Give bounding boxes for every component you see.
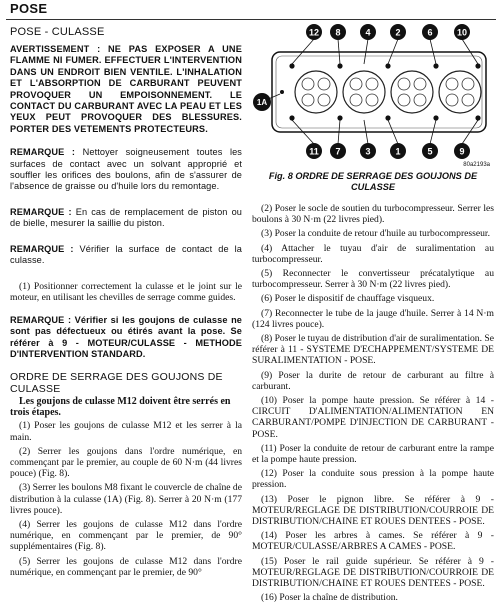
note-text: Vérifier si les goujons de culasse ne sont pas défectueux ou étirés avant la pose. Se référer à 9 - MOTEUR/CULASSE - METHODE D'INTERVENTION STANDARD. xyxy=(10,314,242,360)
install-step: (11) Poser la conduite de retour de carburant entre la rampe et la pompe haute pression. xyxy=(252,442,494,466)
install-step: (6) Poser le dispositif de chauffage visqueux. xyxy=(261,293,435,305)
install-step: (8) Poser le tuyau de distribution d'air de suralimentation. Se référer à 11 - SYSTEME D'ECHAPPEMENT/SYSTEME DE SURALIMENTATION - POSE. xyxy=(252,333,494,367)
torque-step: (5) Serrer les goujons de culasse M12 dans l'ordre numérique, en commençant par le premier, de 90° xyxy=(10,555,242,578)
callout-label: 12 xyxy=(308,27,320,38)
install-step: (5) Reconnecter le convertisseur précatalytique au turbocompresseur. Serrer à 30 N·m (22 livres pied). xyxy=(252,268,494,291)
callout-label: 11 xyxy=(309,146,319,157)
note-text: En cas de remplacement de piston ou de bielle, mesurer la saillie du piston. xyxy=(10,206,242,229)
torque-step: (1) Poser les goujons de culasse M12 et les serrer à la main. xyxy=(10,420,242,443)
torque-step: (3) Serrer les boulons M8 fixant le couvercle de chaîne de distribution à la culasse (1A) (Fig. 8). Serrer à 20 N·m (177 livres pouce). xyxy=(10,482,242,516)
torque-sequence-figure xyxy=(252,22,494,170)
callout-label: 6 xyxy=(427,27,433,38)
install-step: (16) Poser la chaîne de distribution. xyxy=(261,592,398,604)
install-step: (14) Poser les arbres à cames. Se référer à 9 - MOTEUR/CULASSE/ARBRES A CAMES - POSE. xyxy=(252,530,494,553)
warning-block: AVERTISSEMENT : NE PAS EXPOSER A UNE FLAMME NI FUMER. EFFECTUER L'INTERVENTION DANS UN ENDROIT BIEN VENTILE. L'INHALATION ET L'ABSORPTION DE CARBURANT PEUVENT PROVOQUER UN EMPOISONNEMENT. LE CONTACT DU CARBURANT AVEC LA PEAU ET LES YEUX PEUT PROVOQUER DES BLESSURES. PORTER DES VETEMENTS PROTECTEURS. xyxy=(10,44,242,134)
callouts-bottom xyxy=(306,143,470,159)
subsection-title: ORDRE DE SERRAGE DES GOUJONS DE CULASSE xyxy=(10,370,223,395)
note-label: REMARQUE : xyxy=(10,314,72,325)
install-step: (10) Poser la pompe haute pression. Se référer à 14 - CIRCUIT D'ALIMENTATION/ALIMENTATION EN CARBURANT/POMPE D'INJECTION DE CARBURANT - POSE. xyxy=(252,395,494,440)
note-label: REMARQUE : xyxy=(10,206,72,217)
callout-label-side: 1A xyxy=(256,98,268,107)
head-outline xyxy=(272,52,486,132)
install-step: (9) Poser la durite de retour de carburant au filtre à carburant. xyxy=(252,369,494,392)
install-step: (7) Reconnecter le tube de la jauge d'huile. Serrer à 14 N·m (124 livres pouce). xyxy=(252,307,494,330)
callout-label: 5 xyxy=(427,146,433,157)
cylinder-head-diagram xyxy=(252,22,494,170)
note-surface xyxy=(10,244,242,267)
figure-code: 80a2193a xyxy=(463,162,490,168)
note-text: Vérifier la surface de contact de la culasse. xyxy=(10,243,242,266)
note-text: Nettoyer soigneusement toutes les surfaces de contact avec un solvant approprié et souffler les orifices des boulons, afin de s'assurer de l'absence de graisse ou d'huile lors du remontage. xyxy=(10,147,242,192)
callout-label: 2 xyxy=(395,27,401,38)
note-piston xyxy=(10,207,242,230)
callout-label: 7 xyxy=(335,146,341,157)
section-title: POSE - CULASSE xyxy=(10,26,105,38)
note-label: REMARQUE : xyxy=(10,243,74,254)
callouts-top xyxy=(306,24,470,40)
install-step: (2) Poser le socle de soutien du turbocompresseur. Serrer les boulons à 30 N·m (22 livres pied). xyxy=(252,203,494,226)
install-step: (4) Attacher le tuyau d'air de suralimentation au turbocompresseur. xyxy=(252,242,494,265)
torque-step: (4) Serrer les goujons de culasse M12 dans l'ordre numérique, en commençant par le premier, de 90° supplémentaires (Fig. 8). xyxy=(10,518,242,553)
callout-label: 9 xyxy=(459,146,465,157)
header-divider xyxy=(6,19,496,20)
callout-label: 3 xyxy=(365,146,371,157)
note-cleaning xyxy=(10,147,242,193)
install-step: (12) Poser la conduite sous pression à la pompe haute pression. xyxy=(252,468,494,491)
left-column xyxy=(10,22,242,581)
page-title: POSE xyxy=(10,1,48,16)
callout-label: 8 xyxy=(335,27,341,38)
callout-label: 4 xyxy=(365,27,371,38)
torque-lead: Les goujons de culasse M12 doivent être serrés en trois étapes. xyxy=(10,395,231,418)
page-header xyxy=(0,0,500,16)
right-column xyxy=(252,22,494,607)
install-step: (13) Poser le pignon libre. Se référer à 9 - MOTEUR/REGLAGE DE DISTRIBUTION/COURROIE DE DISTRIBUTION/CHAINE ET ROUES DENTEES - POSE. xyxy=(252,493,494,528)
callout-label: 10 xyxy=(456,27,468,38)
figure-caption: Fig. 8 ORDRE DE SERRAGE DES GOUJONS DE CULASSE xyxy=(268,171,478,192)
step-position-head: (1) Positionner correctement la culasse et le joint sur le moteur, en utilisant les chevilles de serrage comme guides. xyxy=(10,280,242,303)
note-studs xyxy=(10,315,242,361)
note-label: REMARQUE : xyxy=(10,147,76,158)
install-step: (15) Poser le rail guide supérieur. Se référer à 9 - MOTEUR/REGLAGE DE DISTRIBUTION/COURROIE DE DISTRIBUTION/CHAINE ET ROUES DENTEES - POSE. xyxy=(252,555,494,590)
torque-step: (2) Serrer les goujons dans l'ordre numérique, en commençant par le premier, au couple de 60 N·m (44 livres pouce) (Fig. 8). xyxy=(10,445,242,480)
callout-label: 1 xyxy=(395,146,401,157)
install-step: (3) Poser la conduite de retour d'huile au turbocompresseur. xyxy=(261,228,490,240)
